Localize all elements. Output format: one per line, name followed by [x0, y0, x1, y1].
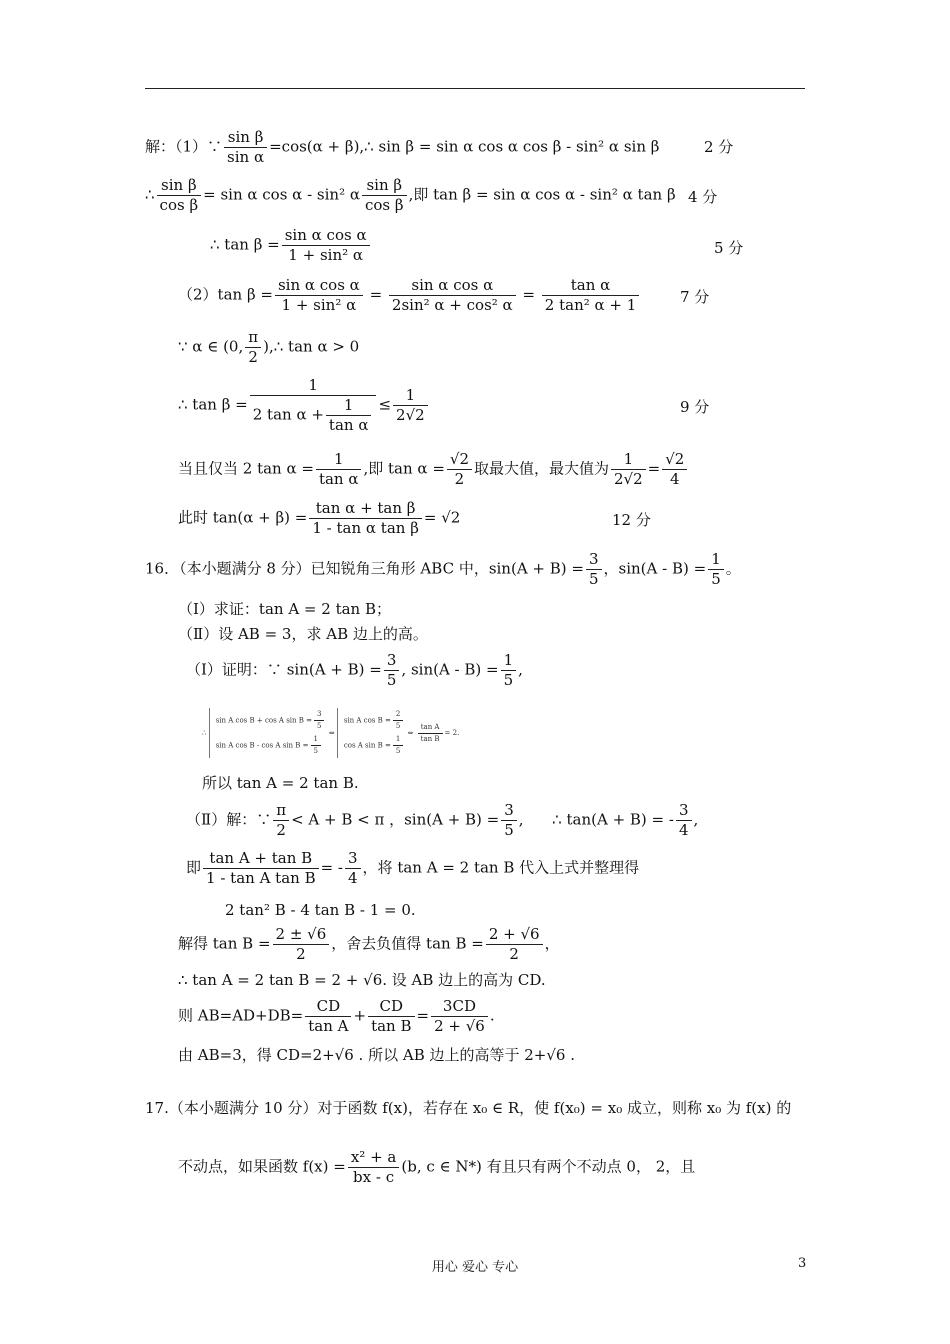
sol15-line7: 当且仅当 2 tan α = $\frac{1}{\text{tan α}}$ ,即 tan α = $\frac{√2}{2}$ 取最大值，最大值为 $\frac{1}{2√2}$ = $\frac{√2}{4}$	[178, 452, 689, 487]
q16-part2: （Ⅱ）设 AB = 3，求 AB 边上的高。	[178, 625, 428, 643]
sol15-score-7: 7 分	[680, 288, 710, 306]
q16-heading: 16．（本小题满分 8 分）已知锐角三角形 ABC 中，sin(A + B) = $\frac{3}{5}$ ，sin(A - B) = $\frac{1}{5}$ 。	[145, 550, 741, 588]
q16-solution-line1: （Ⅱ）解：∵ $\frac{\pi}{2}$ < A + B < π ，sin(A + B) = $\frac{3}{5}$ , ∴ tan(A + B) = - $\frac{3}{4}$ ,	[186, 801, 699, 839]
sol15-score-4: 4 分	[688, 188, 718, 206]
header-rule	[145, 88, 805, 89]
q16-proof-conclusion: 所以 tan A = 2 tan B.	[202, 774, 359, 792]
q16-solution-line3: 解得 tan B = $\frac{2 \pm √6}{2}$ ，舍去负值得 tan B = $\frac{2 + √6}{2}$ ，	[178, 925, 560, 963]
sol15-line6: ∴ tan β = 1 2 tan α + $\frac{1}{\text{tan α}}$ ≤ $\frac{1}{2√2}$	[178, 378, 430, 433]
sol15-line5: ∵ α ∈ (0, $\frac{\pi}{2}$ ),∴ tan α > 0	[178, 328, 360, 366]
sol15-score-5: 5 分	[714, 239, 744, 257]
page-number: 3	[798, 1256, 807, 1271]
sol15-score-9: 9 分	[680, 398, 710, 416]
q16-quadratic: 2 tan² B - 4 tan B - 1 = 0.	[225, 901, 416, 919]
q16-solution-line6: 由 AB=3，得 CD=2+√6 . 所以 AB 边上的高等于 2+√6 .	[178, 1046, 576, 1064]
q16-solution-line5: 则 AB=AD+DB= $\frac{CD}{\text{tan A}}$ + $\frac{CD}{\text{tan B}}$ = $\frac{3CD}{2 + √6}$ .	[178, 997, 495, 1035]
sol15-score-12: 12 分	[612, 511, 651, 529]
sol15-line1: 解：（1）∵ $\frac{\text{sin β}}{\text{sin α}}$ =cos(α + β),∴ sin β = sin α cos α cos β - sin² α sin β	[145, 128, 660, 166]
q16-proof-line1: （Ⅰ）证明：∵ sin(A + B) = $\frac{3}{5}$ , sin(A - B) = $\frac{1}{5}$ ,	[186, 651, 523, 689]
sol15-score-2: 2 分	[704, 138, 734, 156]
q16-solution-line2: 即 $\frac{\text{tan A + tan B}}{\text{1 - tan A tan B}}$ = - $\frac{3}{4}$ ，将 tan A = 2 tan B 代入上式并整理得	[186, 849, 640, 887]
sol15-line3: ∴ tan β = $\frac{\text{sin α cos α}}{\text{1 + sin² α}}$	[210, 228, 372, 263]
q16-solution-line4: ∴ tan A = 2 tan B = 2 + √6. 设 AB 边上的高为 CD.	[178, 971, 546, 989]
q16-equation-system: ∴ sin A cos B + cos A sin B = $\frac{3}{5}$ sin A cos B - cos A sin B = $\frac{1}{5}$ ⇔ sin A cos B = $\frac{2}{5}$ cos A sin B = $\frac{1}{5}$ ⇔ $\frac{\text{tan A}}{\text{tan B}}$ = 2.	[202, 708, 459, 758]
q17-line2: 不动点，如果函数 f(x) = $\frac{\text{x² + a}}{bx - c}$ (b, c ∈ N*) 有且只有两个不动点 0， 2，且	[178, 1148, 696, 1186]
sol15-line2: ∴ $\frac{\text{sin β}}{\text{cos β}}$ = sin α cos α - sin² α $\frac{\text{sin β}}{\text{cos β}}$ ,即 tan β = sin α cos α - sin² α tan β	[145, 176, 676, 214]
sol15-line4: （2）tan β = $\frac{\text{sin α cos α}}{\text{1 + sin² α}}$ = $\frac{\text{sin α cos α}}{\text{2sin² α + cos² α}}$ = $\frac{\text{tan α}}{\text{2 tan² α + 1}}$	[178, 278, 641, 313]
page-footer: 用心 爱心 专心	[431, 1260, 519, 1275]
sol15-line8: 此时 tan(α + β) = $\frac{\text{tan α + tan β}}{\text{1 - tan α tan β}}$ = √2	[178, 499, 461, 537]
q16-part1: （Ⅰ）求证：tan A = 2 tan B；	[178, 600, 391, 618]
q17-line1: 17.（本小题满分 10 分）对于函数 f(x)，若存在 x₀ ∈ R，使 f(x₀) = x₀ 成立，则称 x₀ 为 f(x) 的	[145, 1099, 792, 1117]
